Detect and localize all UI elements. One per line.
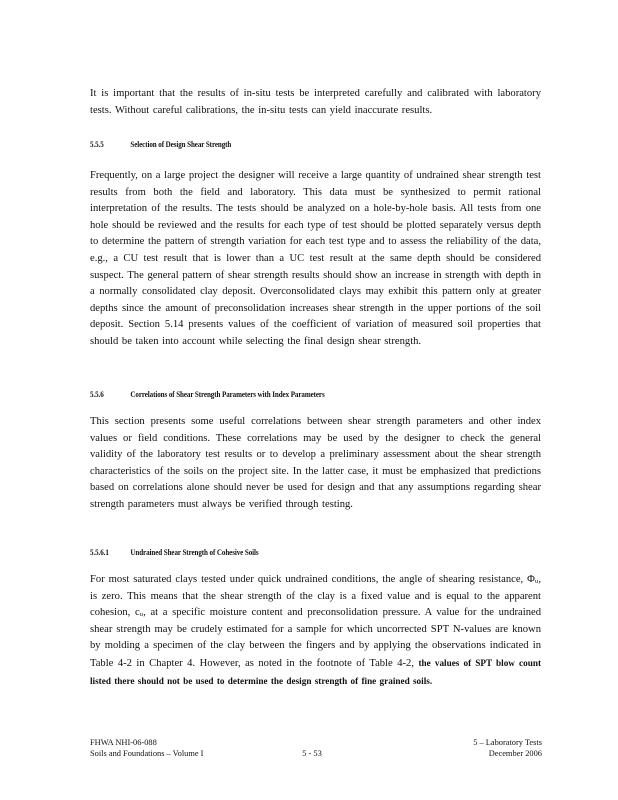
section-heading-5-5-5 [90,140,478,149]
footer-right [448,737,542,759]
section-heading-5-5-6-1 [90,548,478,557]
section-body-5-5-5: Frequently, on a large project the designer will receive a large quantity of undrained shear strength test results from both the field and laboratory. This data must be synthesized to permit rational interpretation of the results. The tests should be analyzed on a hole-by-hole basis. All tests from one hole should be reviewed and the results for each type of test should be plotted separately versus depth to determine the pattern of strength variation for each test type and to assess the reliability of the data, e.g., a CU test result that is lower than a UC test result at the same depth should be considered suspect. The general pattern of shear strength results should show an increase in strength with depth in a normally consolidated clay deposit. Overconsolidated clays may exhibit this pattern only at greater depths since the amount of preconsolidation increases shear strength in the upper portions of the soil deposit. Section 5.14 presents values of the coefficient of variation of measured soil properties that should be taken into account while selecting the final design shear strength. [90,170,541,347]
intro-paragraph: It is important that the results of in-situ tests be interpreted carefully and calibrated with laboratory tests. Without careful calibrations, the in-situ tests can yield inaccurate results. [90,88,541,116]
section-title: Correlations of Shear Strength Parameters with Index Parameters [130,390,325,399]
section-number: 5.5.6.1 [90,548,109,557]
footer-publication-number: FHWA NHI-06-088 [90,738,157,747]
section-heading-5-5-6 [90,390,478,399]
section-body-text: For most saturated clays tested under quick undrained conditions, the angle of shearing resistance, Φᵤ, is zero. This means that the shear strength of the clay is a fixed value and is equal to the apparent cohesion, cᵤ, at a specific moisture content and preconsolidation pressure. A value for the undrained shear strength may be crudely estimated for a sample for which uncorrected SPT N-values are known by molding a specimen of the clay between the fingers and by applying the observations indicated in Table 4-2 in Chapter 4. However, as noted in the footnote of Table 4-2, [90,574,541,669]
page-number: 5 - 53 [302,749,322,758]
footer-date: December 2006 [488,749,542,758]
section-title: Selection of Design Shear Strength [130,140,232,149]
section-body-5-5-6: This section presents some useful correlations between shear strength parameters and other index values or field conditions. These correlations may be used by the designer to check the general validity of the laboratory test results or to develop a preliminary assessment about the shear strength characteristics of the soils on the project site. In the latter case, it must be emphasized that predictions based on correlations alone should never be used for design and that any assumptions regarding shear strength parameters must always be verified through testing. [90,416,541,510]
section-number: 5.5.5 [90,140,104,149]
footer-manual-title: Soils and Foundations – Volume I [90,749,204,758]
section-body-5-5-6-1 [90,572,541,690]
section-number: 5.5.6 [90,390,104,399]
section-title: Undrained Shear Strength of Cohesive Soils [130,548,259,557]
footer-chapter: 5 – Laboratory Tests [473,738,542,747]
footer-left [90,737,203,759]
bold-warning-text: the values of SPT blow count listed there should not be used to determine the design strength of fine grained soils. [90,657,542,686]
